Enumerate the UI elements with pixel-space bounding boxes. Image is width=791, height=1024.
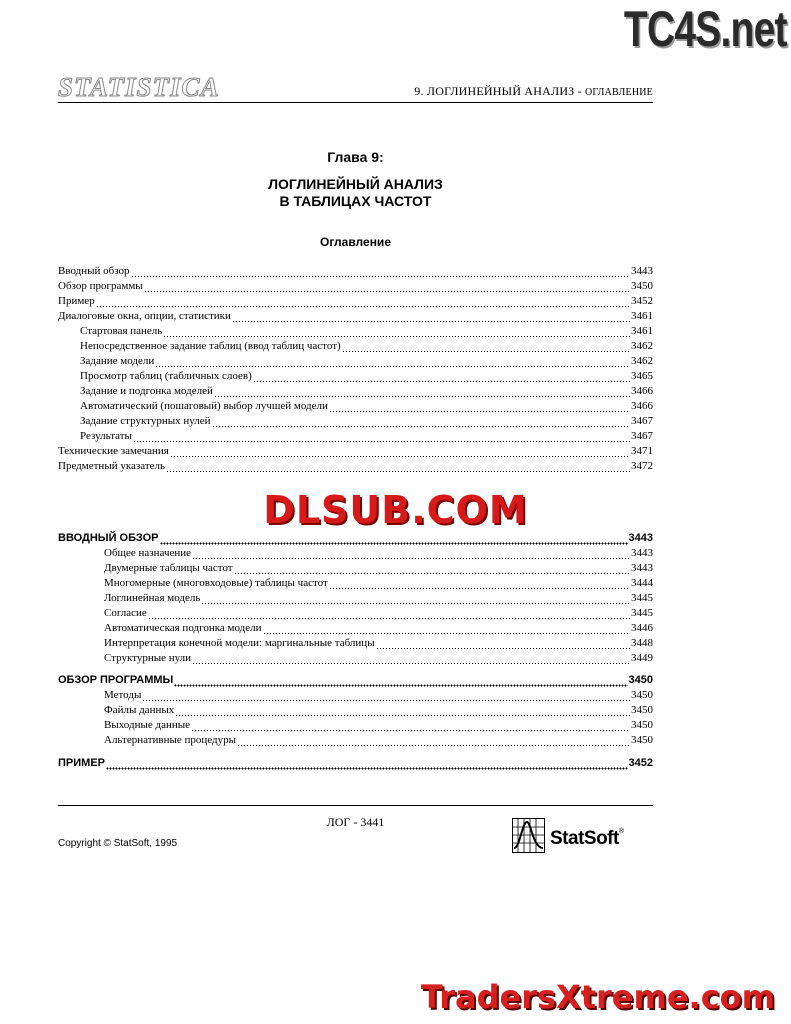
toc-page: 3465 [631, 370, 653, 382]
toc-row[interactable] [58, 561, 653, 576]
toc-row[interactable] [58, 459, 653, 474]
toc-page: 3450 [631, 704, 653, 716]
chapter-title-line1: ЛОГЛИНЕЙНЫЙ АНАЛИЗ [268, 176, 443, 192]
toc-page: 3443 [631, 562, 653, 574]
toc-page: 3471 [631, 445, 653, 457]
toc-page: 3467 [631, 430, 653, 442]
toc-label: Автоматическая подгонка модели [104, 622, 262, 634]
toc-row[interactable] [58, 703, 653, 718]
dot-leader [174, 676, 627, 688]
statsoft-chart-icon [512, 818, 546, 854]
toc-page: 3450 [628, 674, 653, 686]
toc-label: Общее назначение [104, 547, 192, 559]
toc-label: Согласие [104, 607, 147, 619]
toc-row[interactable] [58, 429, 653, 444]
toc-row[interactable] [58, 733, 653, 748]
toc-page: 3472 [631, 460, 653, 472]
toc-section-row[interactable] [58, 756, 653, 771]
toc-row[interactable] [58, 294, 653, 309]
copyright: Copyright © StatSoft, 1995 [58, 838, 178, 849]
dot-leader [376, 639, 630, 651]
toc-label: Предметный указатель [58, 460, 166, 472]
toc-page: 3452 [628, 757, 653, 769]
toc-label: Технические замечания [58, 445, 169, 457]
toc-page: 3445 [631, 592, 653, 604]
toc-row[interactable] [58, 264, 653, 279]
toc-section-row[interactable] [58, 673, 653, 688]
toc-page: 3466 [631, 385, 653, 397]
toc-label: Пример [58, 295, 95, 307]
toc-page: 3448 [631, 637, 653, 649]
statistica-logo: STATISTICA [58, 72, 220, 102]
toc-label: Двумерные таблицы частот [104, 562, 233, 574]
toc-page: 3443 [628, 532, 653, 544]
toc-row[interactable] [58, 414, 653, 429]
dot-leader [253, 372, 630, 384]
toc-label: Файлы данных [104, 704, 175, 716]
toc-row[interactable] [58, 384, 653, 399]
dot-leader [160, 534, 628, 546]
dot-leader [263, 624, 630, 636]
dot-leader [96, 297, 630, 309]
dot-leader [192, 654, 630, 666]
toc-label: ПРИМЕР [58, 757, 105, 769]
toc-page: 3450 [631, 689, 653, 701]
chapter-number: Глава 9: [327, 149, 384, 165]
watermark-dlsub: DLSUB.COM [263, 488, 528, 532]
dot-leader [170, 447, 630, 459]
toc-row[interactable] [58, 309, 653, 324]
dot-leader [212, 417, 630, 429]
toc-label: Диалоговые окна, опции, статистики [58, 310, 231, 322]
toc-page: 3446 [631, 622, 653, 634]
toc-label: Интерпретация конечной модели: маргинальные таблицы [104, 637, 375, 649]
dot-leader [342, 342, 630, 354]
toc-main [58, 264, 653, 474]
toc-page: 3466 [631, 400, 653, 412]
toc-row[interactable] [58, 546, 653, 561]
page-number: ЛОГ - 3441 [326, 815, 385, 829]
registered-mark: ® [618, 828, 624, 835]
toc-page: 3445 [631, 607, 653, 619]
dot-leader [201, 594, 630, 606]
dot-leader [131, 267, 630, 279]
running-header-section: ОГЛАВЛЕНИЕ [585, 87, 653, 98]
contents-heading: Оглавление [320, 235, 391, 249]
dot-leader [142, 691, 630, 703]
toc-page: 3450 [631, 734, 653, 746]
toc-label: Задание модели [80, 355, 155, 367]
running-header [414, 84, 653, 99]
dot-leader [214, 387, 630, 399]
chapter-title-line2: В ТАБЛИЦАХ ЧАСТОТ [279, 193, 432, 209]
dot-leader [232, 312, 630, 324]
toc-row[interactable] [58, 636, 653, 651]
toc-label: ОБЗОР ПРОГРАММЫ [58, 674, 174, 686]
watermark-tradersxtreme: TradersXtreme.com [420, 978, 775, 1016]
toc-row[interactable] [58, 651, 653, 666]
toc-label: Методы [104, 689, 142, 701]
toc-page: 3444 [631, 577, 653, 589]
toc-page: 3461 [631, 325, 653, 337]
toc-row[interactable] [58, 279, 653, 294]
dot-leader [237, 736, 630, 748]
toc-label: Обзор программы [58, 280, 143, 292]
toc-label: Альтернативные процедуры [104, 734, 236, 746]
toc-row[interactable] [58, 369, 653, 384]
toc-page: 3449 [631, 652, 653, 664]
running-header-main: 9. ЛОГЛИНЕЙНЫЙ АНАЛИЗ - [414, 84, 585, 98]
header-rule [58, 102, 653, 103]
dot-leader [234, 564, 630, 576]
toc-row[interactable] [58, 354, 653, 369]
dot-leader [191, 721, 630, 733]
statsoft-logo [512, 818, 652, 856]
toc-label: Автоматический (пошаговый) выбор лучшей модели [80, 400, 328, 412]
dot-leader [155, 357, 630, 369]
dot-leader [148, 609, 630, 621]
dot-leader [329, 579, 630, 591]
toc-row[interactable] [58, 399, 653, 414]
toc-label: Задание структурных нулей [80, 415, 211, 427]
toc-page: 3461 [631, 310, 653, 322]
watermark-tc4s: TC4S.net [624, 1, 787, 57]
dot-leader [329, 402, 630, 414]
toc-label: Результаты [80, 430, 132, 442]
toc-page: 3443 [631, 547, 653, 559]
toc-row[interactable] [58, 688, 653, 703]
toc-row[interactable] [58, 591, 653, 606]
footer-rule [58, 805, 653, 806]
toc-label: Задание и подгонка моделей [80, 385, 213, 397]
toc-label: Стартовая панель [80, 325, 163, 337]
toc-section-row[interactable] [58, 531, 653, 546]
toc-row[interactable] [58, 606, 653, 621]
toc-row[interactable] [58, 339, 653, 354]
statsoft-wordmark: StatSoft [550, 828, 619, 849]
dot-leader [166, 462, 630, 474]
dot-leader [163, 327, 630, 339]
toc-label: Многомерные (многовходовые) таблицы частот [104, 577, 328, 589]
toc-page: 3462 [631, 340, 653, 352]
toc-row[interactable] [58, 621, 653, 636]
toc-row[interactable] [58, 324, 653, 339]
toc-row[interactable] [58, 444, 653, 459]
toc-label: Логлинейная модель [104, 592, 201, 604]
dot-leader [106, 759, 628, 771]
toc-page: 3450 [631, 719, 653, 731]
toc-page: 3462 [631, 355, 653, 367]
toc-page: 3452 [631, 295, 653, 307]
dot-leader [192, 549, 630, 561]
toc-label: ВВОДНЫЙ ОБЗОР [58, 532, 159, 544]
toc-label: Структурные нули [104, 652, 192, 664]
toc-label: Выходные данные [104, 719, 191, 731]
toc-detail [58, 531, 653, 771]
toc-label: Непосредственное задание таблиц (ввод таблиц частот) [80, 340, 341, 352]
toc-label: Вводный обзор [58, 265, 130, 277]
toc-page: 3443 [631, 265, 653, 277]
toc-page: 3450 [631, 280, 653, 292]
toc-page: 3467 [631, 415, 653, 427]
dot-leader [133, 432, 630, 444]
toc-row[interactable] [58, 576, 653, 591]
toc-label: Просмотр таблиц (табличных слоев) [80, 370, 252, 382]
dot-leader [175, 706, 630, 718]
dot-leader [144, 282, 630, 294]
toc-row[interactable] [58, 718, 653, 733]
